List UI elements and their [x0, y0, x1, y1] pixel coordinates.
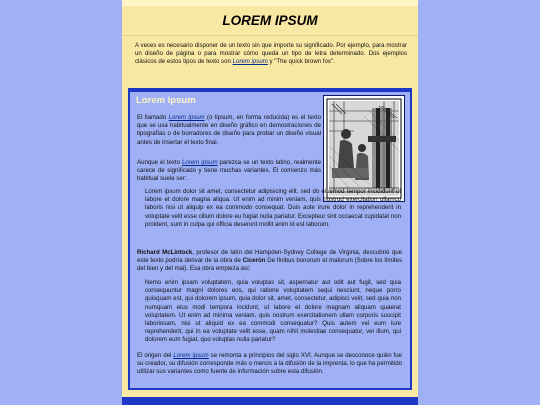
paragraph-text: se remonta a principios del siglo XVI. Aunque se desconoce quién fue su creador, su difusión corresponde más o menos a la difusión de la imprenta, lo que ha permitido utilizar sus variantes como fuente de información sobre esta difusión.	[137, 352, 402, 376]
intro-text: A veces es necesario disponer de un texto sin que importe su significado. Por ejemplo, para mostrar un diseño de página o para mostrar cómo queda un tipo de letra determinado. Dos ejemplos clásicos de estos tipos de texto son	[135, 42, 407, 66]
richard-mclintock-name: Richard McLintock	[137, 249, 193, 256]
paragraph-text: El origen del	[137, 352, 174, 359]
paragraph-origin	[137, 352, 402, 377]
paragraph-text: Aunque el texto	[137, 159, 182, 166]
lorem-ipsum-link[interactable]: Lorem ipsum	[173, 352, 209, 359]
page-title: LOREM IPSUM	[222, 13, 318, 28]
top-strip	[122, 0, 418, 6]
paragraph-text: , profesor de latín del Hampden-Sydney College de Virginia, descubrió que este texto podría derivar de la obra de	[137, 249, 403, 265]
paragraph-variants	[137, 159, 321, 184]
content-panel	[130, 92, 410, 388]
ciceron-name: Cicerón	[242, 257, 266, 265]
intro-tail: y "The quick brown fox".	[267, 58, 335, 66]
cicero-quote: Nemo enim ipsam voluptatem, quia voluptas sit, aspernatur aut odit aut fugit, sed quia consequuntur magni dolores eos, qui ratione voluptatem sequi nesciunt, neque porro quisquam est, qui dolorem ipsum, quia dolor sit, amet, consectetur, adipisci velit, sed quia non numquam eius modi tempora incidunt, ut labore et dolore magnam aliquam quaerat voluptatem. Ut enim ad minima veniam, quis nostrum exercitationem ullam corporis suscipit laboriosam, nisi ut aliquid ex ea commodi consequatur? Quis autem vel eum iure reprehenderit, qui in ea voluptate velit esse, quam nihil molestiae consequatur, vel illum, qui dolorem eum fugiat, quo voluptas nulla pariatur?	[145, 279, 401, 344]
lorem-ipsum-link[interactable]: Lorem ipsum	[181, 159, 218, 166]
footer-bar	[122, 397, 418, 405]
paragraph-text: parezca se un texto latino, realmente carece de significado y tiene muchas variantes. El comienzo más habitual suele ser:	[137, 159, 321, 183]
title-divider	[122, 35, 418, 36]
paragraph-definition	[137, 114, 321, 147]
lorem-ipsum-quote: Lorem ipsum dolor sit amet, consectetur adipisicing elit, sed do eiusmod tempor incididunt ut labore et dolore magna aliqua. Ut enim ad minim veniam, quis nostrud exercitation ullamco laboris nisi ut aliquip ex ea commodo consequat. Duis aute irure dolor in reprehenderit in voluptate velit esse cillum dolore eu fugiat nulla pariatur. Excepteur sint occaecat cupidatat non proident, sunt in culpa qui officia deserunt mollit anim id est laborum.	[145, 188, 401, 228]
page-column	[122, 0, 418, 405]
paragraph-mclintock	[137, 249, 402, 274]
lorem-ipsum-link[interactable]: Lorem ipsum	[232, 58, 268, 66]
lorem-ipsum-link[interactable]: Lorem ipsum	[168, 114, 205, 121]
paragraph-text: De finibus bonorum et malorum (Sobre los límites del bien y del mal). Esa obra empieza así:	[137, 257, 402, 273]
intro-paragraph	[135, 42, 407, 67]
printing-press-woodcut-image	[323, 95, 405, 202]
paragraph-text: (o lipsum, en forma reducida) es el texto que se usa habitualmente en diseño gráfico en demostraciones de tipografías o de borradores de diseño para probar un diseño visual antes de insertar el texto final.	[137, 114, 321, 146]
section-title: Lorem ipsum	[136, 95, 196, 106]
paragraph-text: El llamado	[137, 114, 169, 121]
